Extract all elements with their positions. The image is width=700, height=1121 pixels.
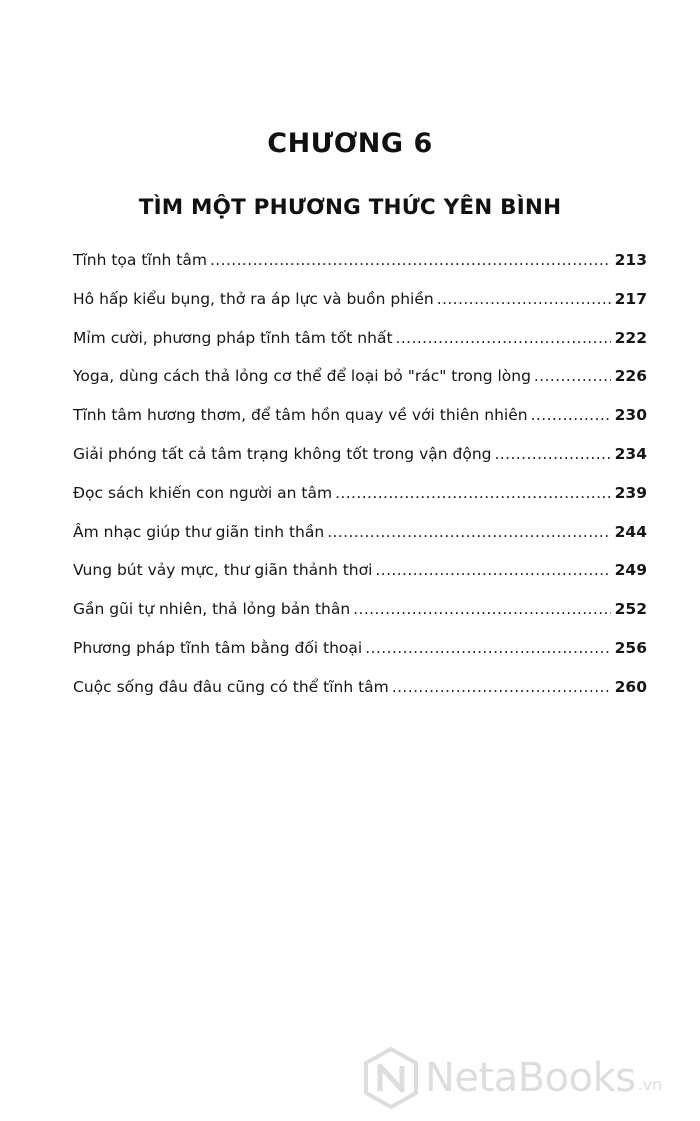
- toc-entry-title: Mỉm cười, phương pháp tĩnh tâm tốt nhất: [73, 328, 393, 347]
- toc-page-number: 256: [614, 638, 647, 657]
- toc-dot-leader: [375, 561, 610, 579]
- toc-dot-leader: [396, 329, 611, 347]
- toc-entry: [73, 367, 647, 406]
- toc-page-number: 260: [614, 677, 647, 696]
- watermark-text: NetaBooks: [425, 1055, 636, 1101]
- chapter-label: CHƯƠNG 6: [267, 128, 433, 159]
- toc-entry: [73, 561, 647, 600]
- chapter-title: TÌM MỘT PHƯƠNG THỨC YÊN BÌNH: [138, 195, 562, 220]
- toc-dot-leader: [531, 406, 611, 424]
- toc-entry-title: Gần gũi tự nhiên, thả lỏng bản thân: [73, 600, 351, 619]
- toc-entry-title: Yoga, dùng cách thả lỏng cơ thể để loại bỏ "rác" trong lòng: [73, 367, 531, 386]
- toc-entry: [73, 600, 647, 639]
- toc-page-number: 249: [614, 561, 647, 580]
- toc-entry: [73, 639, 647, 678]
- toc-entry-title: Tĩnh tọa tĩnh tâm: [73, 251, 207, 269]
- toc-entry: [73, 290, 647, 329]
- toc-dot-leader: [494, 445, 610, 463]
- toc-entry-title: Cuộc sống đâu đâu cũng có thể tĩnh tâm: [73, 677, 389, 696]
- toc-entry-title: Tĩnh tâm hương thơm, để tâm hồn quay về với thiên nhiên: [73, 406, 528, 425]
- toc-page-number: 234: [614, 444, 647, 463]
- toc-entry: [73, 445, 647, 484]
- toc-entry: [73, 484, 647, 523]
- toc-entry-title: Vung bút vảy mực, thư giãn thảnh thơi: [73, 561, 373, 580]
- toc-page-number: 226: [614, 367, 647, 386]
- toc-page-number: 244: [614, 522, 647, 541]
- toc-dot-leader: [437, 290, 611, 308]
- toc-page-number: 217: [614, 289, 647, 308]
- toc-page-number: 239: [614, 483, 647, 502]
- watermark-suffix: .vn: [637, 1075, 663, 1094]
- toc-entry-title: Phương pháp tĩnh tâm bằng đối thoại: [73, 638, 363, 657]
- toc-entry: [73, 523, 647, 562]
- toc-page-number: 252: [614, 600, 647, 619]
- table-of-contents: [73, 251, 647, 717]
- toc-page-number: 222: [614, 328, 647, 347]
- toc-dot-leader: [353, 600, 610, 618]
- toc-page-number: 213: [614, 251, 647, 269]
- watermark: [363, 1044, 693, 1112]
- toc-entry-title: Giải phóng tất cả tâm trạng không tốt trong vận động: [73, 444, 492, 463]
- toc-entry: [73, 329, 647, 368]
- toc-entry-title: Hô hấp kiểu bụng, thở ra áp lực và buồn phiền: [73, 289, 434, 308]
- toc-entry: [73, 406, 647, 445]
- toc-dot-leader: [327, 523, 610, 541]
- toc-dot-leader: [335, 484, 611, 502]
- toc-entry-title: Đọc sách khiến con người an tâm: [73, 483, 333, 502]
- toc-page-number: 230: [614, 406, 647, 425]
- toc-dot-leader: [210, 251, 611, 269]
- toc-dot-leader: [365, 639, 610, 657]
- toc-entry: [73, 678, 647, 717]
- toc-entry: [73, 251, 647, 290]
- netabooks-logo-icon: [363, 1047, 419, 1109]
- toc-dot-leader: [534, 367, 611, 385]
- toc-dot-leader: [392, 678, 611, 696]
- toc-entry-title: Âm nhạc giúp thư giãn tinh thần: [73, 522, 325, 541]
